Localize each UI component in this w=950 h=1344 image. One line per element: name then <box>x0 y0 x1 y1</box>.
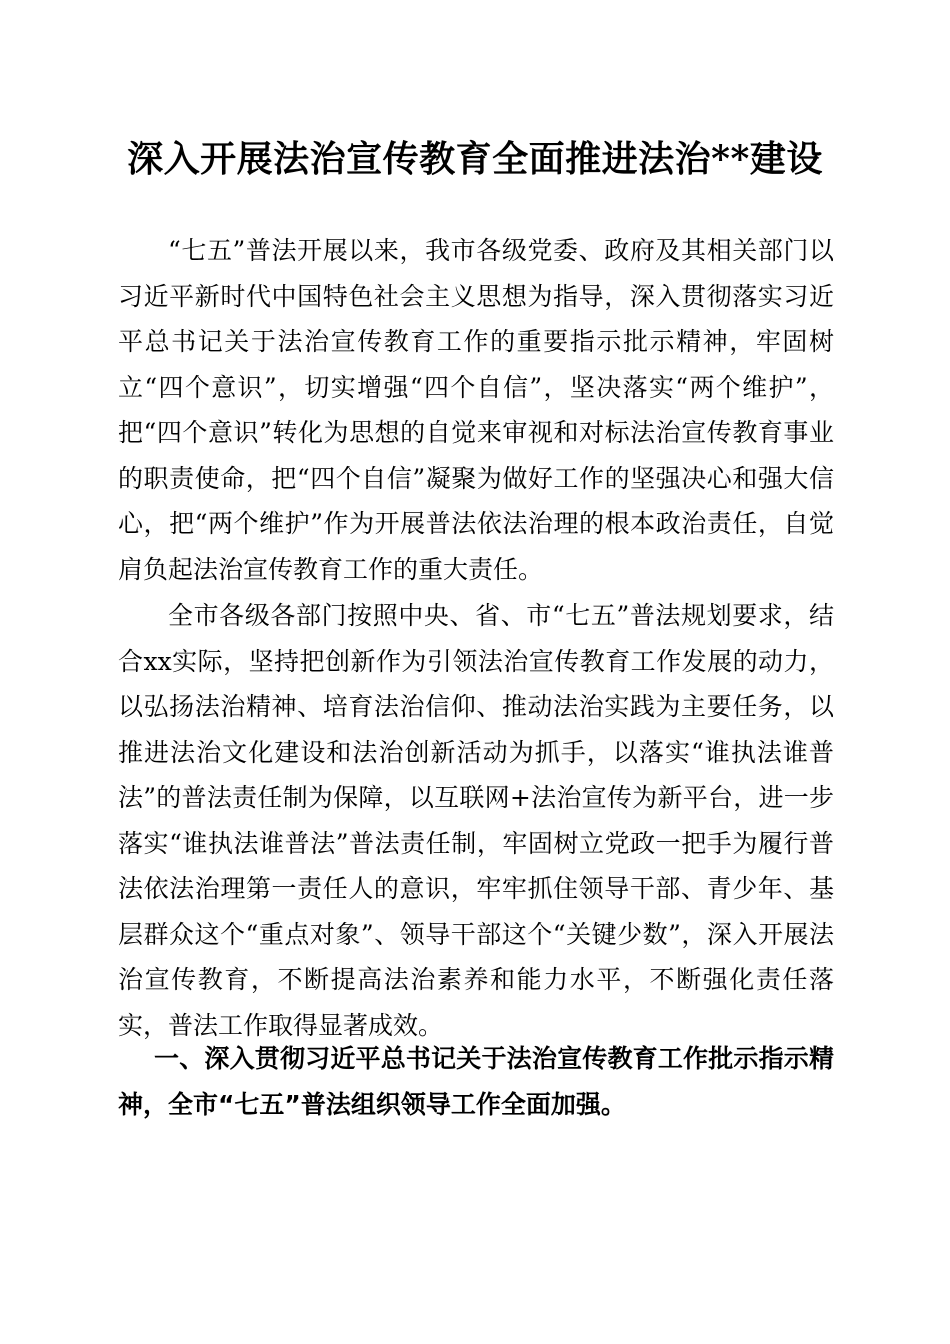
section-heading-1: 一、深入贯彻习近平总书记关于法治宣传教育工作批示指示精神，全市“七五”普法组织领导工作全面加强。 <box>118 1044 834 1119</box>
body-paragraph-2: 全市各级各部门按照中央、省、市“七五”普法规划要求，结合xx实际，坚持把创新作为引领法治宣传教育工作发展的动力，以弘扬法治精神、培育法治信仰、推动法治实践为主要任务，以推进法治文化建设和法治创新活动为抓手，以落实“谁执法谁普法”的普法责任制为保障，以互联网+法治宣传为新平台，进一步落实“谁执法谁普法”普法责任制，牢固树立党政一把手为履行普法依法治理第一责任人的意识，牢牢抓住领导干部、青少年、基层群众这个“重点对象”、领导干部这个“关键少数”，深入开展法治宣传教育，不断提高法治素养和能力水平，不断强化责任落实，普法工作取得显著成效。 <box>118 601 834 1040</box>
document-title: 深入开展法治宣传教育全面推进法治**建设 <box>127 138 823 180</box>
body-paragraph-1: “七五”普法开展以来，我市各级党委、政府及其相关部门以习近平新时代中国特色社会主义思想为指导，深入贯彻落实习近平总书记关于法治宣传教育工作的重要指示批示精神，牢固树立“四个意识”，切实增强“四个自信”，坚决落实“两个维护”，把“四个意识”转化为思想的自觉来审视和对标法治宣传教育事业的职责使命，把“四个自信”凝聚为做好工作的坚强决心和强大信心，把“两个维护”作为开展普法依法治理的根本政治责任，自觉肩负起法治宣传教育工作的重大责任。 <box>118 236 834 584</box>
